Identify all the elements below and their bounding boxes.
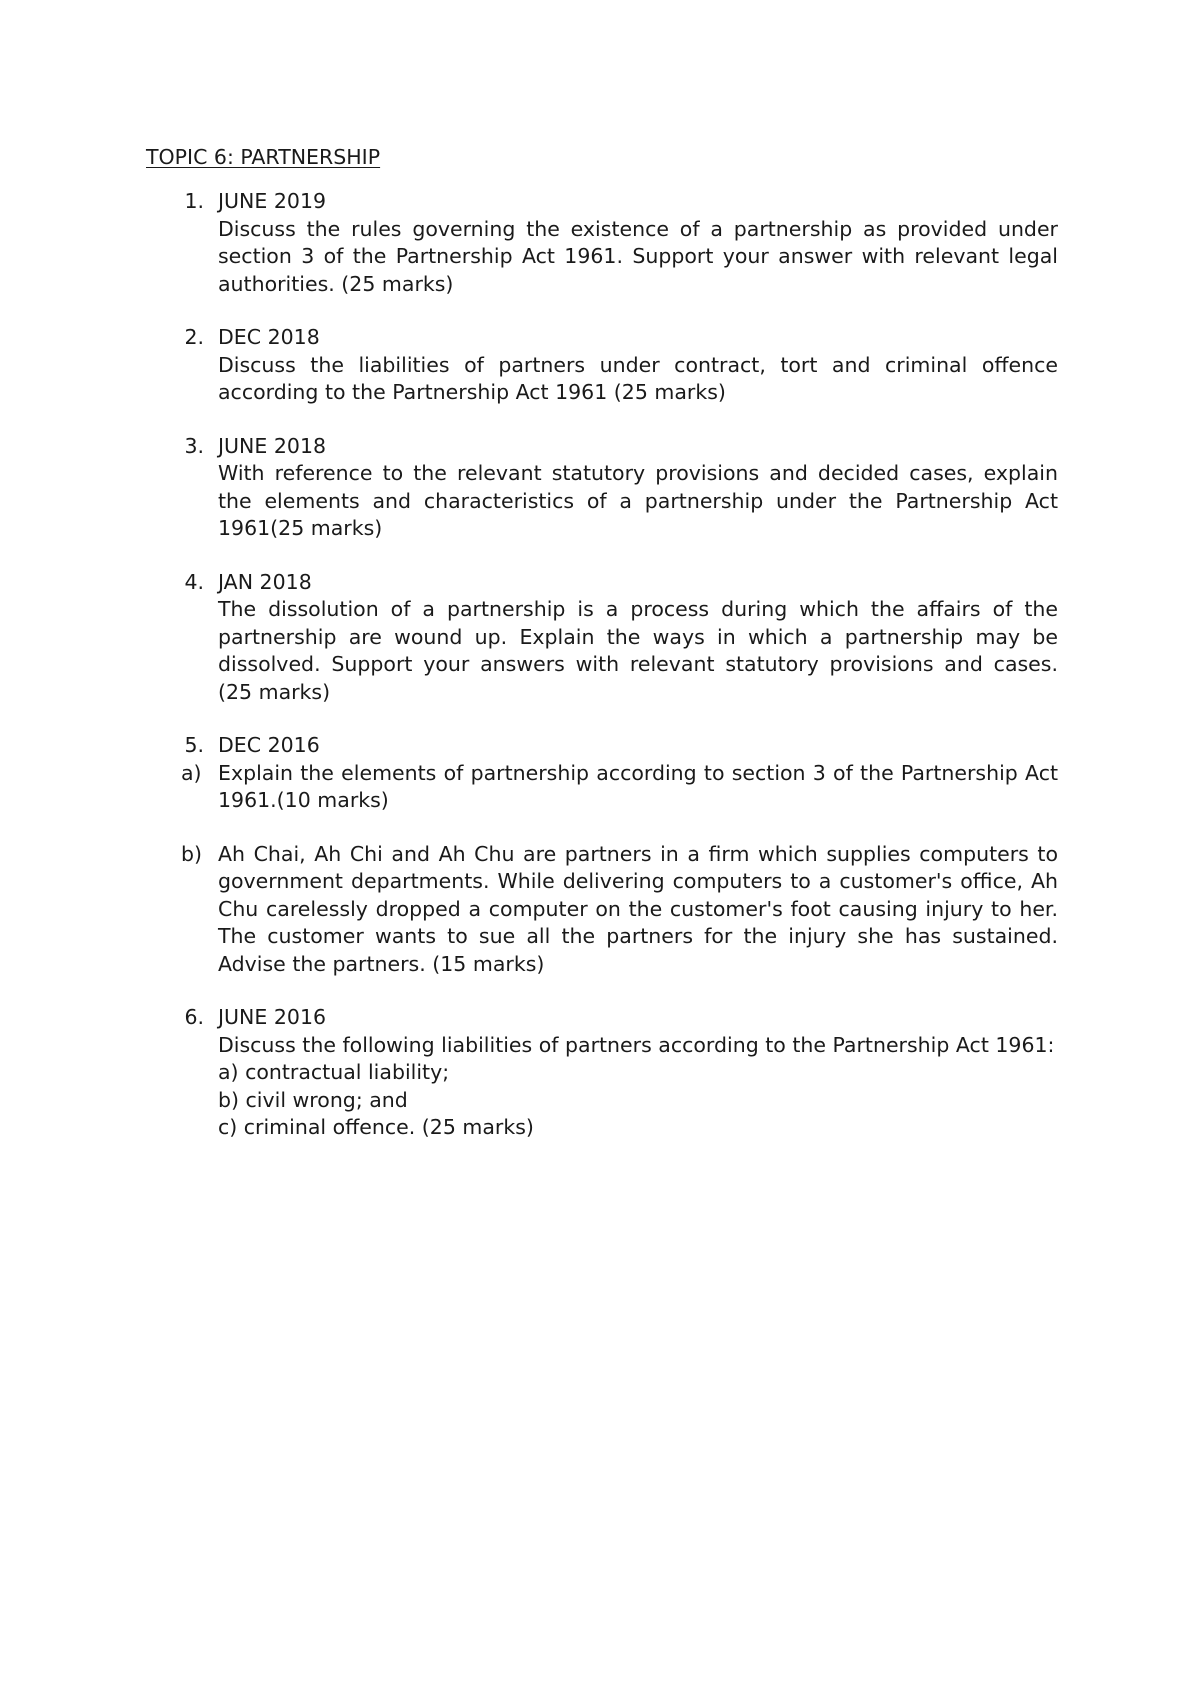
question-list	[146, 188, 1058, 1168]
question-number: 5.	[184, 733, 204, 757]
question-3	[146, 433, 1058, 543]
question-number: 3.	[184, 433, 204, 458]
question-2	[146, 324, 1058, 407]
question-session: DEC 2018	[218, 325, 320, 349]
topic-title: TOPIC 6: PARTNERSHIP	[146, 145, 381, 169]
question-text: Discuss the liabilities of partners under contract, tort and criminal offence according to the Partnership Act 1961 (25 marks)	[218, 352, 1058, 404]
list-item: a) contractual liability;	[218, 1060, 450, 1084]
list-item: b) civil wrong; and	[218, 1087, 408, 1112]
question-session: JUNE 2016	[218, 1005, 327, 1029]
part-label: b)	[181, 841, 203, 866]
question-text: Discuss the rules governing the existence of a partnership as provided under section 3 of the Partnership Act 1961. Support your answer with relevant legal authorities. (25 marks)	[218, 216, 1058, 296]
question-number: 4.	[184, 569, 204, 594]
question-text: The dissolution of a partnership is a process during which the affairs of the partnership are wound up. Explain the ways in which a partnership may be dissolved. Support your answers with relevant statutory provisions and cases. (25 marks)	[218, 597, 1058, 704]
list-item: c) criminal offence. (25 marks)	[218, 1115, 534, 1139]
part-text: Explain the elements of partnership according to section 3 of the Partnership Act 1961.(10 marks)	[218, 760, 1058, 812]
question-session: JUNE 2018	[218, 433, 327, 458]
question-part-b	[146, 841, 1058, 979]
question-4	[146, 569, 1058, 707]
question-part-a	[146, 760, 1058, 815]
question-5	[146, 732, 1058, 978]
question-number: 1.	[184, 189, 204, 213]
question-text: Discuss the following liabilities of partners according to the Partnership Act 1961:	[218, 1032, 1055, 1057]
question-session: JUNE 2019	[218, 189, 327, 213]
question-1	[146, 188, 1058, 298]
question-session: DEC 2016	[218, 733, 320, 757]
part-label: a)	[181, 760, 202, 785]
question-text: With reference to the relevant statutory provisions and decided cases, explain the elements and characteristics of a partnership under the Partnership Act 1961(25 marks)	[218, 461, 1058, 540]
question-session: JAN 2018	[218, 569, 312, 594]
question-6	[146, 1004, 1058, 1142]
question-number: 6.	[184, 1005, 204, 1029]
part-text: Ah Chai, Ah Chi and Ah Chu are partners in a firm which supplies computers to government departments. While delivering computers to a customer's office, Ah Chu carelessly dropped a computer on the customer's foot causing injury to her. The customer wants to sue all the partners for the injury she has sustained. Advise the partners. (15 marks)	[218, 841, 1058, 976]
question-number: 2.	[184, 325, 204, 349]
